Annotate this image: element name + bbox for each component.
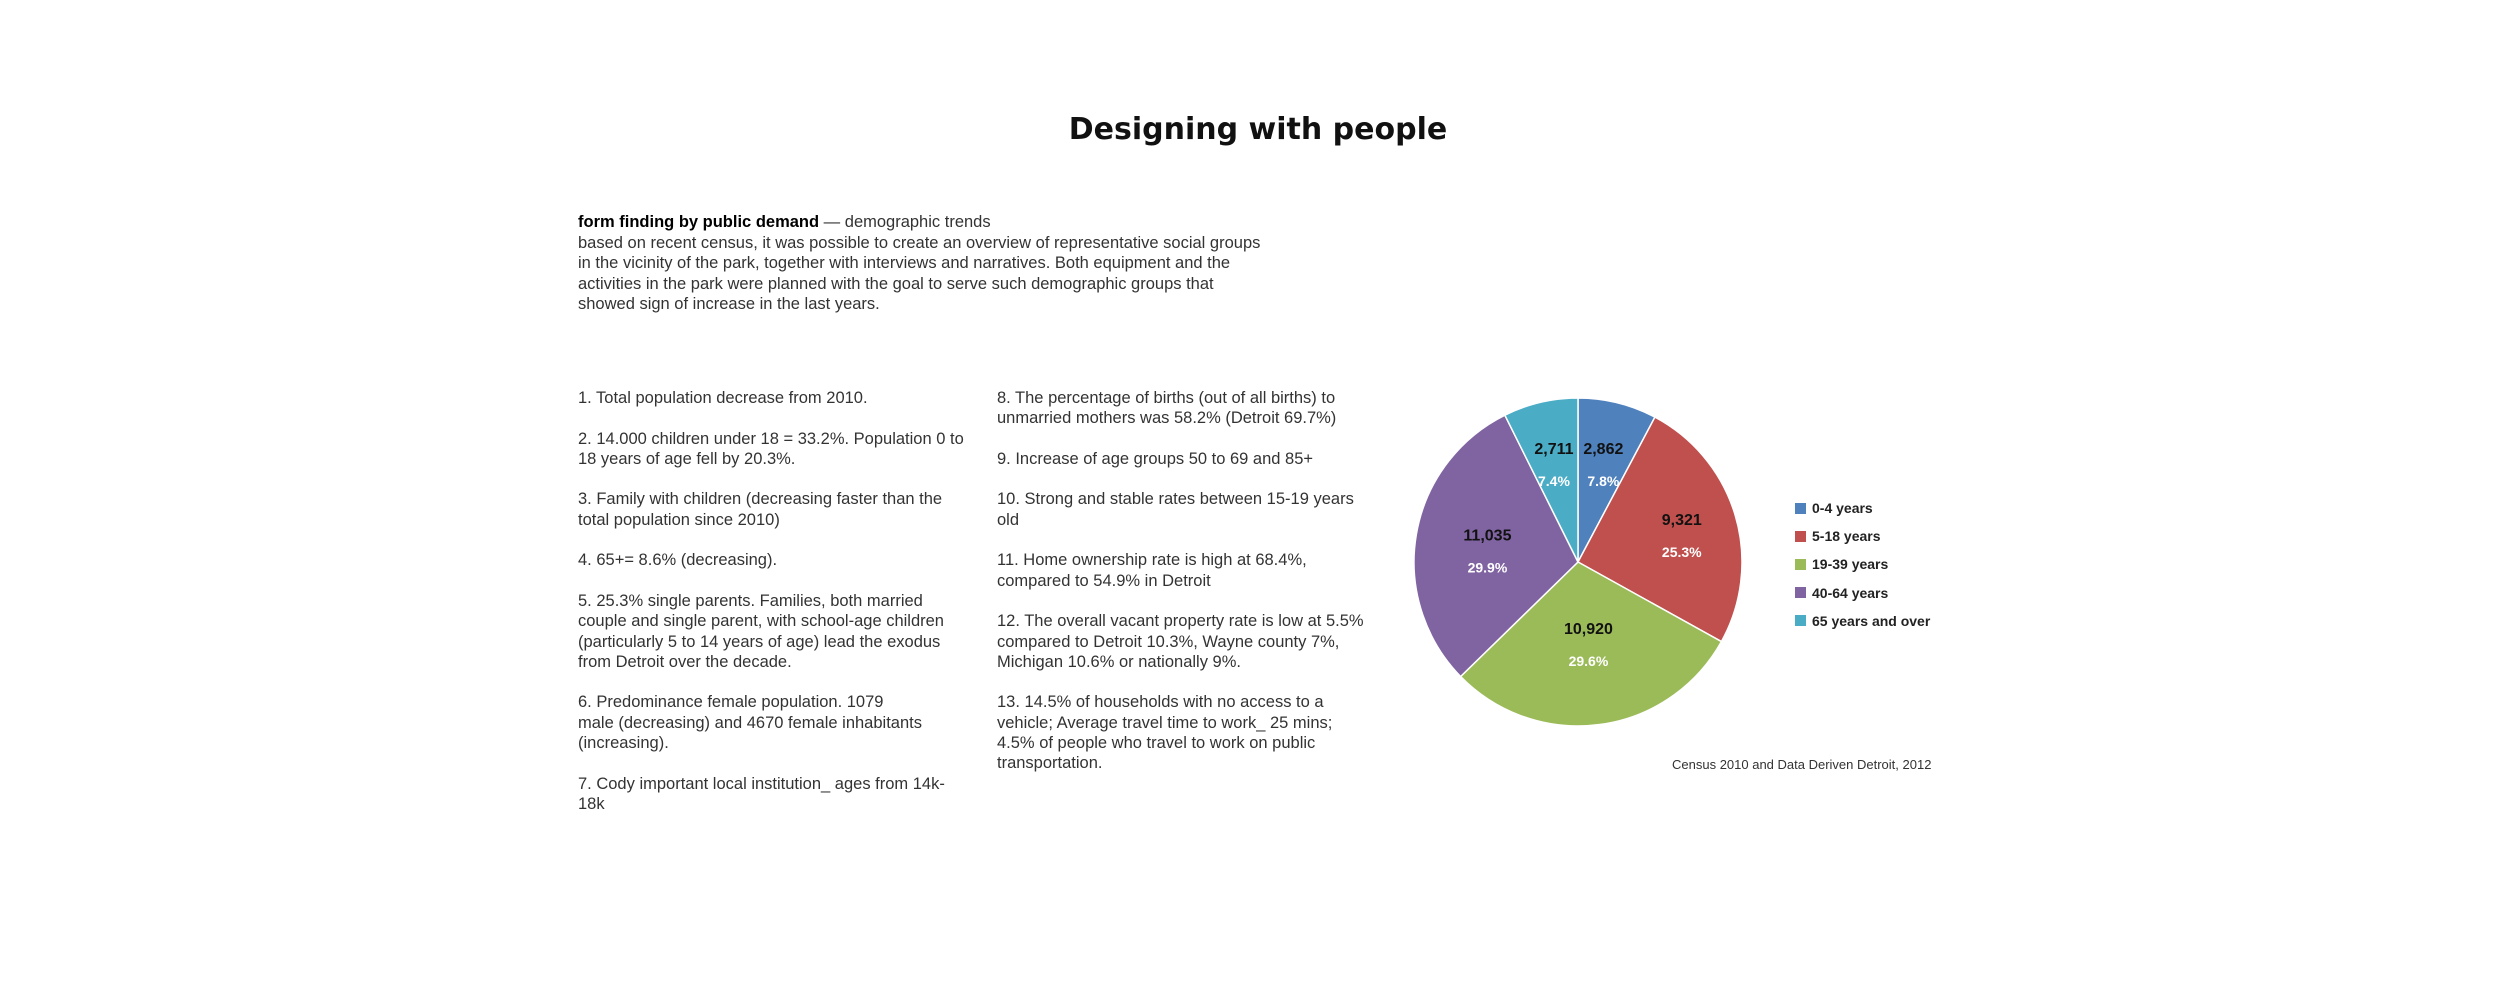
fact-line: 3. Family with children (decreasing faster than the — [578, 490, 943, 509]
fact-line: total population since 2010) — [578, 510, 780, 529]
legend-swatch — [1795, 587, 1806, 598]
pie-percent-label: 7.8% — [1587, 473, 1620, 490]
intro-heading: form finding by public demand — [578, 213, 820, 231]
fact-line: 9. Increase of age groups 50 to 69 and 85+ — [997, 449, 1314, 468]
legend-label: 65 years and over — [1812, 612, 1931, 629]
pie-percent-label: 29.9% — [1467, 559, 1508, 576]
legend-swatch — [1795, 559, 1806, 570]
fact-line: couple and single parent, with school-age children — [578, 612, 944, 631]
legend-entry — [1795, 522, 1930, 550]
legend-label: 5-18 years — [1812, 528, 1881, 545]
intro-line: activities in the park were planned with the goal to serve such demographic groups that — [578, 274, 1214, 293]
pie-percent-label: 25.3% — [1661, 544, 1702, 561]
fact-line: unmarried mothers was 58.2% (Detroit 69.7%) — [997, 409, 1337, 428]
fact-line: compared to 54.9% in Detroit — [997, 571, 1211, 590]
intro-line: based on recent census, it was possible to create an overview of representative social groups — [578, 233, 1261, 252]
fact-line: 1. Total population decrease from 2010. — [578, 389, 868, 407]
fact-line: 8. The percentage of births (out of all births) to — [997, 389, 1336, 407]
fact-line: old — [997, 510, 1020, 529]
legend-swatch — [1795, 531, 1806, 542]
intro-paragraph — [578, 212, 1298, 315]
pie-percent-label: 29.6% — [1568, 653, 1609, 670]
page-title: Designing with people — [1068, 112, 1448, 147]
fact-line: male (decreasing) and 4670 female inhabitants — [578, 713, 922, 732]
chart-legend — [1795, 494, 1930, 635]
pie-value-label: 10,920 — [1563, 621, 1613, 639]
fact-item — [578, 489, 978, 530]
pie-value-label: 9,321 — [1661, 512, 1702, 530]
pie-value-label: 2,862 — [1583, 441, 1624, 459]
fact-line: 11. Home ownership rate is high at 68.4%, — [997, 551, 1307, 570]
fact-line: (particularly 5 to 14 years of age) lead the exodus — [578, 632, 941, 651]
legend-label: 0-4 years — [1812, 500, 1873, 517]
fact-item — [997, 611, 1397, 672]
fact-line: 18 years of age fell by 20.3%. — [578, 449, 796, 468]
source-caption: Census 2010 and Data Deriven Detroit, 2012 — [1672, 757, 1932, 772]
age-group-pie-chart — [1400, 380, 1780, 760]
fact-line: 10. Strong and stable rates between 15-19 years — [997, 490, 1354, 509]
intro-line: showed sign of increase in the last years. — [578, 295, 880, 313]
fact-item — [578, 550, 978, 570]
fact-line: 4.5% of people who travel to work on public — [997, 734, 1316, 753]
fact-line: 2. 14.000 children under 18 = 33.2%. Population 0 to — [578, 429, 964, 448]
fact-line: from Detroit over the decade. — [578, 652, 792, 671]
fact-line: (increasing). — [578, 734, 669, 753]
pie-percent-label: 7.4% — [1537, 472, 1570, 489]
pie-value-label: 2,711 — [1534, 440, 1574, 458]
fact-item — [997, 692, 1397, 773]
fact-line: compared to Detroit 10.3%, Wayne county 7%, — [997, 632, 1340, 651]
facts-column-left — [578, 388, 978, 835]
fact-line: Michigan 10.6% or nationally 9%. — [997, 652, 1241, 671]
facts-column-right — [997, 388, 1397, 794]
legend-entry — [1795, 550, 1930, 578]
fact-line: 6. Predominance female population. 1079 — [578, 693, 884, 712]
fact-item — [997, 388, 1397, 429]
fact-item — [578, 692, 978, 753]
fact-line: 7. Cody important local institution_ ages from 14k- — [578, 774, 945, 793]
legend-entry — [1795, 579, 1930, 607]
pie-value-label: 11,035 — [1463, 527, 1512, 545]
fact-line: transportation. — [997, 754, 1103, 773]
legend-swatch — [1795, 615, 1806, 626]
fact-line: 12. The overall vacant property rate is low at 5.5% — [997, 612, 1364, 631]
fact-item — [578, 591, 978, 672]
legend-swatch — [1795, 503, 1806, 514]
fact-item — [578, 429, 978, 470]
fact-line: 13. 14.5% of households with no access to a — [997, 693, 1324, 712]
fact-line: 5. 25.3% single parents. Families, both married — [578, 591, 923, 610]
intro-heading-rest: — demographic trends — [819, 213, 991, 231]
fact-item — [997, 489, 1397, 530]
legend-entry — [1795, 607, 1930, 635]
fact-item — [997, 550, 1397, 591]
intro-heading-line — [578, 212, 1298, 233]
fact-item — [578, 774, 978, 815]
legend-entry — [1795, 494, 1930, 522]
fact-item — [578, 388, 978, 408]
intro-line: in the vicinity of the park, together with interviews and narratives. Both equipment and the — [578, 254, 1231, 272]
fact-line: 18k — [578, 794, 605, 813]
fact-line: 4. 65+= 8.6% (decreasing). — [578, 551, 778, 570]
fact-line: vehicle; Average travel time to work_ 25 mins; — [997, 713, 1333, 732]
legend-label: 40-64 years — [1812, 584, 1889, 601]
legend-label: 19-39 years — [1812, 556, 1889, 573]
fact-item — [997, 449, 1397, 469]
